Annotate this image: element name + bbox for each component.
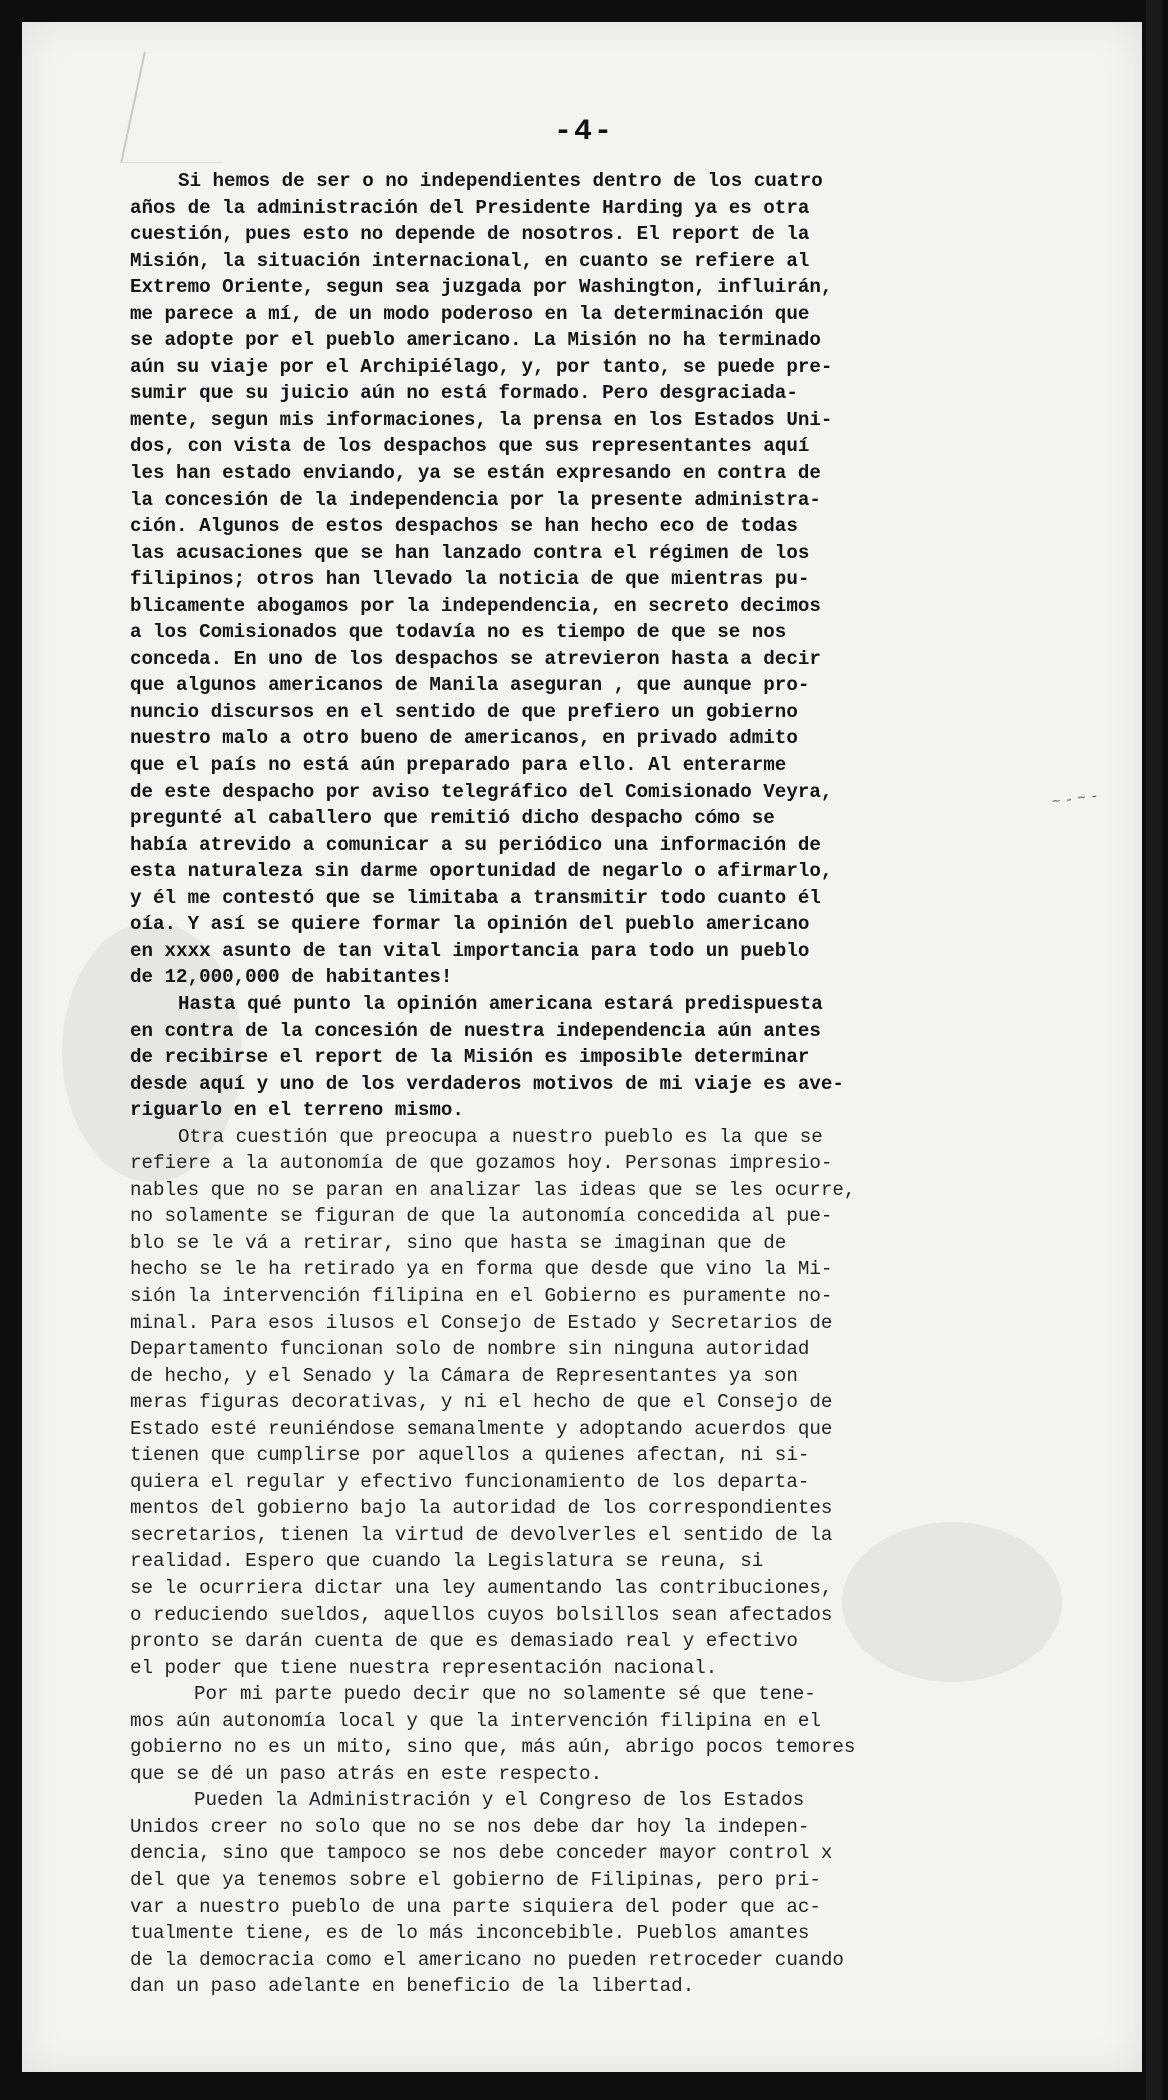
paragraph-autonomy: Otra cuestión que preocupa a nuestro pueblo es la que se refiere a la autonomía de que gozamos hoy. Personas impresio- nables que no se paran en analizar las ideas que se les ocurre, no solamente se figuran de que la autonomía concedida al pue- blo se le vá a retirar, sino que hasta se imaginan que de hecho se le ha retirado ya en forma que desde que vino la Mi- sión la intervención filipina en el Gobierno es puramente no- minal. Para esos ilusos el Consejo de Estado y Secretarios de Departamento funcionan solo de nombre sin ninguna autoridad de hecho, y el Senado y la Cámara de Representantes ya son meras figuras decorativas, y ni el hecho de que el Consejo de Estado esté reuniéndose semanalmente y adoptando acuerdos que tienen que cumplirse por aquellos a quienes afectan, ni si- quiera el regular y efectivo funcionamiento de los departa- mentos del gobierno bajo la autoridad de los correspondientes secretarios, tienen la virtud de devolverles el sentido de la realidad. Espero que cuando la Legislatura se reuna, si se le ocurriera dictar una ley aumentando las contribuciones, o reduciendo sueldos, aquellos cuyos bolsillos sean afectados pronto se darán cuenta de que es demasiado real y efectivo el poder que tiene nuestra representación nacional. [130,1125,856,1679]
paragraph-american-opinion: Hasta qué punto la opinión americana estará predispuesta en contra de la concesión de nuestra independencia aún antes de recibirse el report de la Misión es imposible determinar desde aquí y uno de los verdaderos motivos de mi viaje es ave- riguarlo en el terreno mismo. [130,992,844,1122]
page-number: -4- [553,115,614,149]
scan-edge [1146,0,1162,2100]
paragraph-democracy: Pueden la Administración y el Congreso de los Estados Unidos creer no solo que no se nos debe dar hoy la indepen- dencia, sino que tampoco se nos debe conceder mayor control x del que ya tenemos sobre el gobierno de Filipinas, pero pri- var a nuestro pueblo de una parte siquiera del poder que ac- tualmente tiene, es de lo más inconcebible. Pueblos amantes de la democracia como el americano no pueden retroceder cuando dan un paso adelante en beneficio de la libertad. [130,1789,844,1998]
paragraph-independence: Si hemos de ser o no independientes dentro de los cuatro años de la administración del Presidente Harding ya es otra cuestión, pues esto no depende de nosotros. El report de la Misión, la situación internacional, en cuanto se refiere al Extremo Oriente, segun sea juzgada por Washington, influirán, me parece a mí, de un modo poderoso en la determinación que se adopte por el pueblo americano. La Misión no ha terminado aún su viaje por el Archipiélago, y, por tanto, se puede pre- sumir que su juicio aún no está formado. Pero desgraciada- mente, segun mis informaciones, la prensa en los Estados Uni- dos, con vista de los despachos que sus representantes aquí les han estado enviando, ya se están expresando en contra de la concesión de la independencia por la presente administra- ción. Algunos de estos despachos se han hecho eco de todas las acusaciones que se han lanzado contra el régimen de los filipinos; otros han llevado la noticia de que mientras pu- blicamente abogamos por la independencia, en secreto decimos a los Comisionados que todavía no es tiempo de que se nos conceda. En uno de los despachos se atrevieron hasta a decir que algunos americanos de Manila aseguran , que aunque pro- nuncio discursos en el sentido de que prefiero un gobierno nuestro malo a otro bueno de americanos, en privado admito que el país no está aún preparado para ello. Al enterarme de este despacho por aviso telegráfico del Comisionado Veyra, pregunté al caballero que remitió dicho despacho cómo se había atrevido a comunicar a su periódico una información de esta naturaleza sin darme oportunidad de negarlo o afirmarlo, y él me contestó que se limitaba a transmitir todo cuanto él oía. Y así se quiere formar la opinión del pueblo americano en xxxx asunto de tan vital importancia para todo un pueblo de 12,000,000 de habitantes! [130,170,833,989]
margin-scribble: ~ - ~ - [1051,788,1098,812]
paragraph-local-autonomy: Por mi parte puedo decir que no solamente sé que tene- mos aún autonomía local y que la intervención filipina en el gobierno no es un mito, sino que, más aún, abrigo pocos temores que se dé un paso atrás en este respecto. [130,1683,856,1785]
letter-body [130,168,1010,2000]
